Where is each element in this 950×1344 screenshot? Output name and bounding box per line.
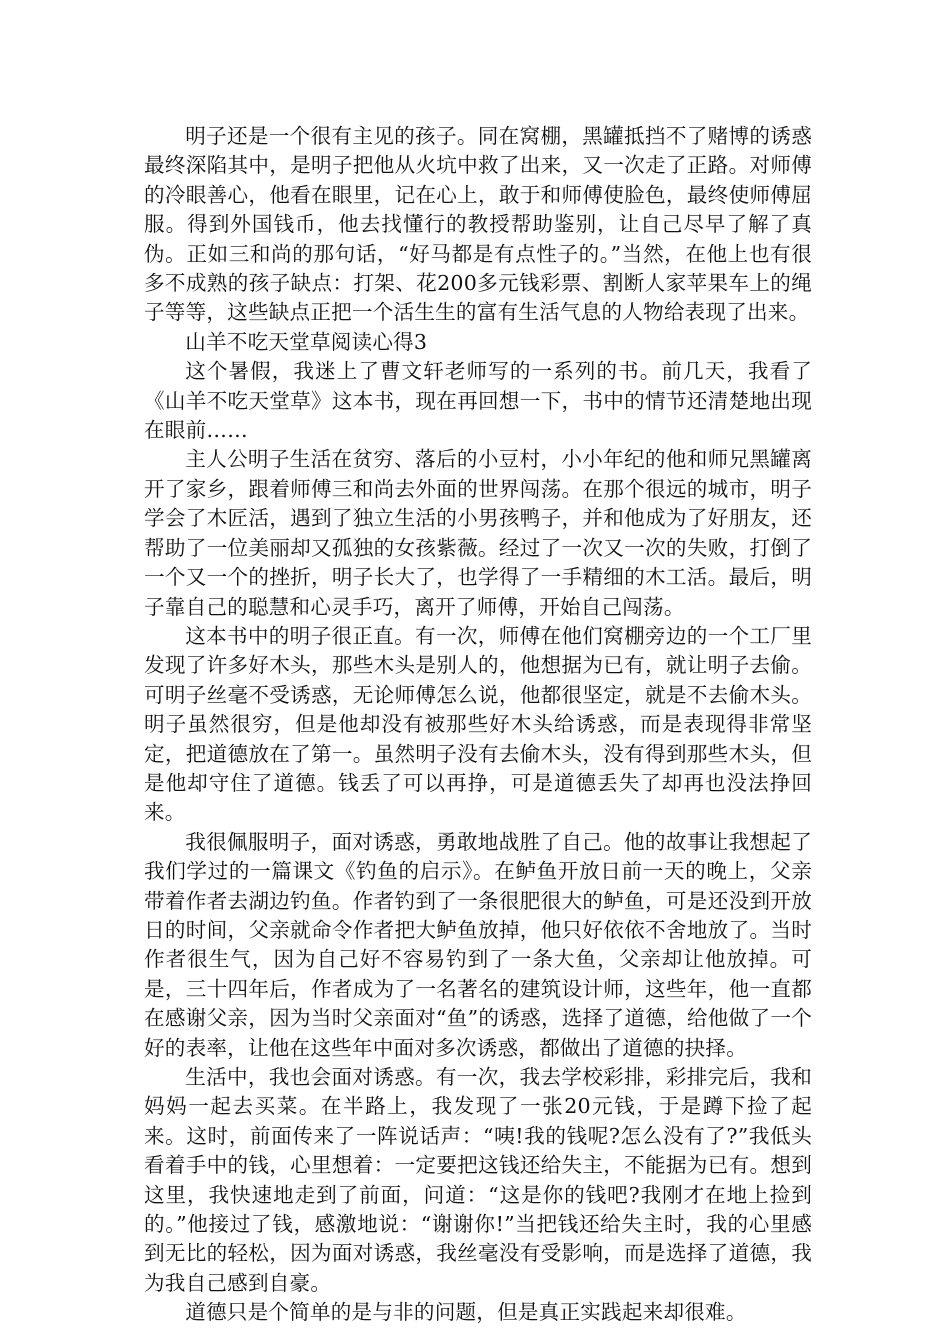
paragraph-plot-summary: 主人公明子生活在贫穷、落后的小豆村，小小年纪的他和师兄黑罐离开了家乡，跟着师傅三和尚去外面的世界闯荡。在那个很远的城市，明子学会了木匠活，遇到了独立生活的小男孩鸭子，并和他成为了好朋友，还帮助了一位美丽却又孤独的女孩紫薇。经过了一次又一次的失败，打倒了一个又一个的挫折，明子长大了，也学得了一手精细的木工活。最后，明子靠自己的聪慧和心灵手巧，离开了师傅，开始自己闯荡。 (144, 447, 812, 619)
paragraph-conclusion: 道德只是个简单的是与非的问题，但是真正实践起来却很难。 (185, 1300, 747, 1325)
paragraph-fishing-lesson: 我很佩服明子，面对诱惑，勇敢地战胜了自己。他的故事让我想起了我们学过的一篇课文《钓鱼的启示》。在鲈鱼开放日前一天的晚上，父亲带着作者去湖边钓鱼。作者钓到了一条很肥很大的鲈鱼，可是还没到开放日的时间，父亲就命令作者把大鲈鱼放掉，他只好依依不舍地放了。当时作者很生气，因为自己好不容易钓到了一条大鱼，父亲却让他放掉。可是，三十四年后，作者成为了一名著名的建筑设计师，这些年，他一直都在感谢父亲，因为当时父亲面对“鱼”的诱惑，选择了道德，给他做了一个好的表率，让他在这些年中面对多次诱惑，都做出了道德的抉择。 (144, 829, 812, 1060)
paragraph-intro: 这个暑假，我迷上了曹文轩老师写的一系列的书。前几天，我看了《山羊不吃天堂草》这本书，现在再回想一下，书中的情节还清楚地出现在眼前…… (144, 359, 812, 443)
section-heading: 山羊不吃天堂草阅读心得3 (185, 329, 428, 354)
paragraph-integrity: 这本书中的明子很正直。有一次，师傅在他们窝棚旁边的一个工厂里发现了许多好木头，那些木头是别人的，他想据为已有，就让明子去偷。可明子丝毫不受诱惑，无论师傅怎么说，他都很坚定，就是不去偷木头。明子虽然很穷，但是他却没有被那些好木头给诱惑，而是表现得非常坚定，把道德放在了第一。虽然明子没有去偷木头，没有得到那些木头，但是他却守住了道德。钱丢了可以再挣，可是道德丢失了却再也没法挣回来。 (144, 623, 812, 825)
paragraph-personal-story: 生活中，我也会面对诱惑。有一次，我去学校彩排，彩排完后，我和妈妈一起去买菜。在半路上，我发现了一张20元钱，于是蹲下捡了起来。这时，前面传来了一阵说话声：“咦!我的钱呢?怎么没有了?”我低头看着手中的钱，心里想着：一定要把这钱还给失主，不能据为已有。想到这里，我快速地走到了前面，问道：“这是你的钱吧?我刚才在地上捡到的。”他接过了钱，感激地说：“谢谢你!”当把钱还给失主时，我的心里感到无比的轻松，因为面对诱惑，我丝毫没有受影响，而是选择了道德，我为我自己感到自豪。 (144, 1065, 812, 1295)
paragraph-mingzi-character: 明子还是一个很有主见的孩子。同在窝棚，黑罐抵挡不了赌博的诱惑最终深陷其中，是明子把他从火坑中救了出来，又一次走了正路。对师傅的冷眼善心，他看在眼里，记在心上，敢于和师傅使脸色，最终使师傅屈服。得到外国钱币，他去找懂行的教授帮助鉴别，让自己尽早了解了真伪。正如三和尚的那句话，“好马都是有点性子的。”当然，在他上也有很多不成熟的孩子缺点：打架、花200多元钱彩票、割断人家苹果车上的绳子等等，这些缺点正把一个活生生的富有生活气息的人物给表现了出来。 (144, 124, 812, 325)
document-page (144, 122, 812, 1328)
